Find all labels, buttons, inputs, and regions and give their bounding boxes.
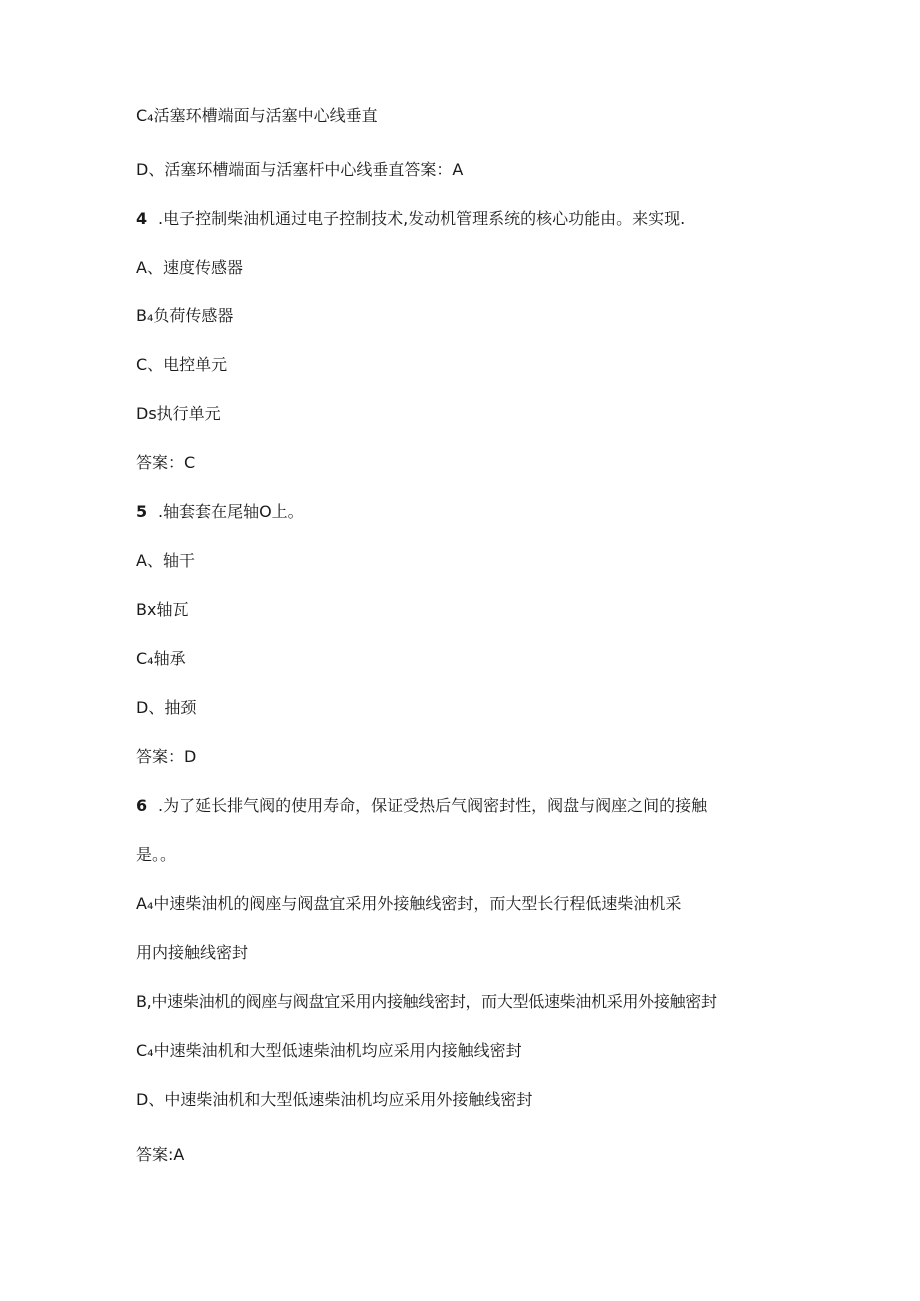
line-text: 用内接触线密封 bbox=[136, 943, 249, 962]
line-text: 是。。 bbox=[136, 845, 177, 864]
option-a-q6-continued bbox=[136, 943, 248, 963]
line-text: B,中速柴油机的阀座与阀盘宜采用内接触线密封，而大型低速柴油机采用外接触密封 bbox=[136, 992, 717, 1011]
line-text: A、轴干 bbox=[136, 551, 195, 570]
question-number: 6 bbox=[136, 796, 148, 815]
line-text: D、中速柴油机和大型低速柴油机均应采用外接触线密封 bbox=[136, 1090, 533, 1109]
line-text: C₄活塞环槽端面与活塞中心线垂直 bbox=[136, 106, 378, 125]
question-4 bbox=[136, 209, 685, 229]
option-d-q5 bbox=[136, 698, 196, 718]
line-text: Ds执行单元 bbox=[136, 404, 221, 423]
line-text: A、速度传感器 bbox=[136, 258, 243, 277]
option-c-q6 bbox=[136, 1041, 522, 1061]
line-text: B₄负荷传感器 bbox=[136, 306, 234, 325]
line-text: D、活塞环槽端面与活塞杆中心线垂直答案：A bbox=[136, 160, 464, 179]
option-c-q4 bbox=[136, 355, 227, 375]
option-b-q5 bbox=[136, 600, 188, 620]
option-c-q3 bbox=[136, 106, 378, 126]
question-number: 5 bbox=[136, 502, 148, 521]
option-d-q3-with-answer bbox=[136, 160, 463, 180]
question-text: .为了延长排气阀的使用寿命，保证受热后气阀密封性，阀盘与阀座之间的接触 bbox=[158, 796, 708, 815]
answer-q5 bbox=[136, 747, 196, 767]
line-text: C₄轴承 bbox=[136, 649, 186, 668]
answer-q4 bbox=[136, 453, 195, 473]
option-d-q6 bbox=[136, 1090, 532, 1110]
option-b-q6 bbox=[136, 992, 717, 1012]
option-c-q5 bbox=[136, 649, 186, 669]
question-text: .电子控制柴油机通过电子控制技术,发动机管理系统的核心功能由。来实现. bbox=[158, 209, 686, 228]
question-5 bbox=[136, 502, 304, 522]
option-a-q5 bbox=[136, 551, 195, 571]
line-text: 答案：D bbox=[136, 747, 197, 766]
option-b-q4 bbox=[136, 306, 233, 326]
line-text: 答案：C bbox=[136, 453, 196, 472]
option-a-q6 bbox=[136, 894, 681, 914]
line-text: C₄中速柴油机和大型低速柴油机均应采用内接触线密封 bbox=[136, 1041, 522, 1060]
option-a-q4 bbox=[136, 258, 243, 278]
line-text: Bx轴瓦 bbox=[136, 600, 189, 619]
option-d-q4 bbox=[136, 404, 221, 424]
question-6-continued bbox=[136, 845, 176, 865]
line-text: 答案:A bbox=[136, 1145, 185, 1164]
question-number: 4 bbox=[136, 209, 148, 228]
line-text: D、抽颈 bbox=[136, 698, 197, 717]
line-text: C、电控单元 bbox=[136, 355, 228, 374]
line-text: A₄中速柴油机的阀座与阀盘宜采用外接触线密封，而大型长行程低速柴油机采 bbox=[136, 894, 682, 913]
answer-q6 bbox=[136, 1145, 184, 1165]
question-text: .轴套套在尾轴O上。 bbox=[158, 502, 304, 521]
question-6 bbox=[136, 796, 707, 816]
